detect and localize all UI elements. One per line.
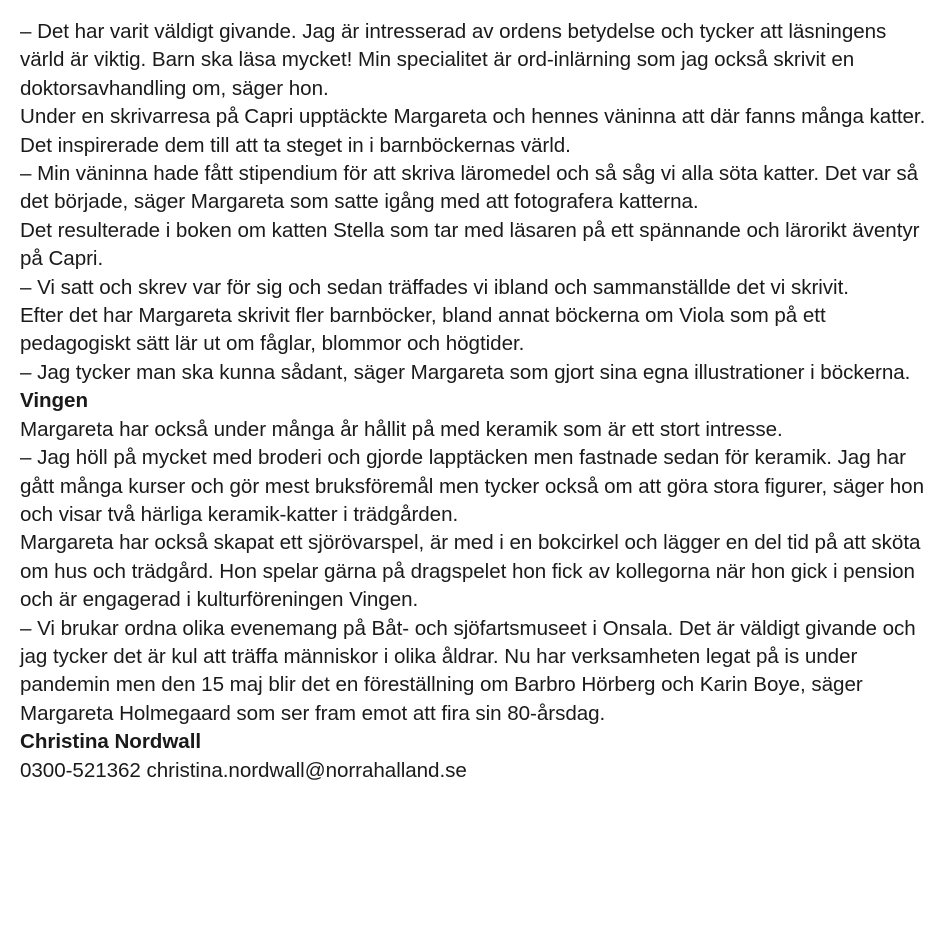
paragraph: Margareta har också under många år hållit på med keramik som är ett stort intresse.	[20, 417, 783, 441]
paragraph: Margareta har också skapat ett sjörövarspel, är med i en bokcirkel och lägger en del tid på att sköta om hus och trädgård. Hon spelar gärna på dragspelet hon fick av kollegorna när hon gick i pension och är engagerad i kulturföreningen Vingen.	[20, 531, 921, 612]
paragraph: Efter det har Margareta skrivit fler barnböcker, bland annat böckerna om Viola som på ett pedagogiskt sätt lär ut om fåglar, blommor och högtider.	[20, 304, 826, 356]
paragraph: – Jag höll på mycket med broderi och gjorde lapptäcken men fastnade sedan för keramik. Jag har gått många kurser och gör mest bruksföremål men tycker också om att göra stora figurer, säger hon och visar två härliga keramik-katter i trädgården.	[20, 446, 924, 526]
byline-contact: 0300-521362 christina.nordwall@norrahalland.se	[20, 758, 467, 782]
section-subheading: Vingen	[20, 389, 88, 413]
paragraph: – Jag tycker man ska kunna sådant, säger Margareta som gjort sina egna illustrationer i böckerna.	[20, 360, 911, 384]
paragraph: – Det har varit väldigt givande. Jag är intresserad av ordens betydelse och tycker att läsningens värld är viktig. Barn ska läsa mycket! Min specialitet är ord-inlärning som jag också skrivit en doktorsavhandling om, säger hon.	[20, 20, 887, 100]
paragraph: – Min väninna hade fått stipendium för att skriva läromedel och så såg vi alla söta katter. Det var så det började, säger Margareta som satte igång med att fotografera katterna.	[20, 162, 919, 214]
paragraph: Under en skrivarresa på Capri upptäckte Margareta och hennes väninna att där fanns många katter. Det inspirerade dem till att ta steget in i barnböckernas värld.	[20, 105, 926, 157]
paragraph: – Vi satt och skrev var för sig och sedan träffades vi ibland och sammanställde det vi skrivit.	[20, 275, 849, 299]
paragraph: – Vi brukar ordna olika evenemang på Båt- och sjöfartsmuseet i Onsala. Det är väldigt givande och jag tycker det är kul att träffa människor i olika åldrar. Nu har verksamheten legat på is under pandemin men den 15 maj blir det en föreställning om Barbro Hörberg och Karin Boye, säger Margareta Holmegaard som ser fram emot att fira sin 80-årsdag.	[20, 616, 916, 725]
byline-author: Christina Nordwall	[20, 730, 202, 754]
paragraph: Det resulterade i boken om katten Stella som tar med läsaren på ett spännande och lärorikt äventyr på Capri.	[20, 218, 920, 271]
